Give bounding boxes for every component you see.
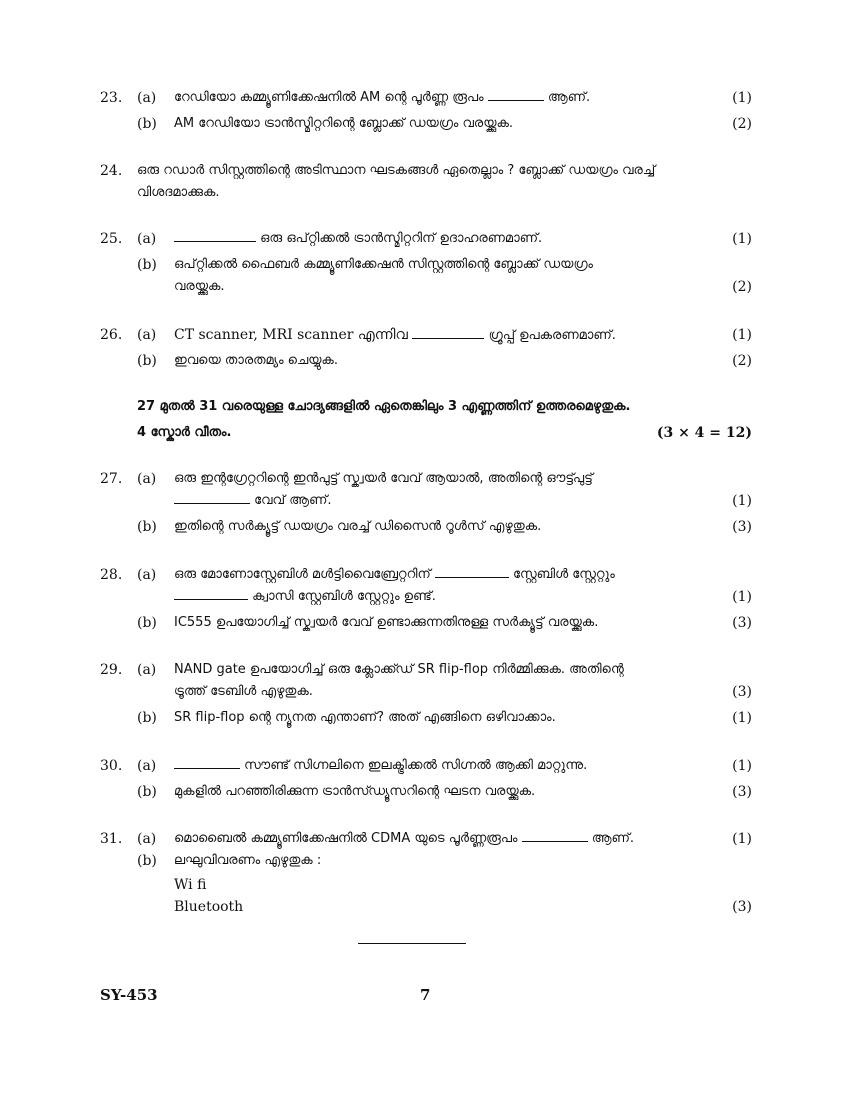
marks: (1) [732,758,752,774]
question-text: ഒരു ഇന്റഗ്രേറ്ററിന്റെ ഇൻപുട്ട് സ്ക്വയർ വേവ് ആയാൽ, അതിന്റെ ഔട്ട്പുട്ട് [174,471,593,486]
question-text: ഒരു റഡാർ സിസ്റ്റത്തിന്റെ അടിസ്ഥാന ഘടകങ്ങൾ ഏതെല്ലാം ? ബ്ലോക്ക് ഡയഗ്രം വരച്ച് [137,163,656,178]
answer-blank [174,491,250,504]
answer-blank [435,565,509,578]
part-label: (a) [137,758,157,774]
question-text: സൗണ്ട് സിഗ്നലിനെ ഇലക്ട്രിക്കൽ സിഗ്നൽ ആക്കി മാറ്റുന്നു. [174,756,714,776]
part-label: (b) [137,853,157,869]
part-label: (b) [137,353,157,369]
marks: (3) [732,784,752,800]
answer-blank [488,88,544,101]
question-text: മുകളിൽ പറഞ്ഞിരിക്കുന്ന ട്രാൻസ്ഡ്യൂസറിന്റെ ഘടന വരയ്ക്കുക. [174,784,536,799]
marks: (3) [732,519,752,535]
question-26 [100,325,752,377]
marks: (1) [732,589,752,605]
marks: (1) [732,327,752,343]
marks: (1) [732,710,752,726]
marks: (3) [732,615,752,631]
part-label: (a) [137,231,157,247]
marks: (1) [732,493,752,509]
answer-blank [174,587,248,600]
question-24 [100,161,752,209]
marks: (1) [732,231,752,247]
question-number: 30. [100,758,123,774]
question-28 [100,565,752,639]
section-instruction [137,397,752,449]
instruction-text: 27 മുതൽ 31 വരെയുള്ള ചോദ്യങ്ങളിൽ ഏതെങ്കിലും 3 എണ്ണത്തിന് ഉത്തരമെഴുതുക. [137,399,631,414]
question-text: ഇതിന്റെ സർക്യൂട്ട് ഡയഗ്രം വരച്ച് ഡിസൈൻ റൂൾസ് എഴുതുക. [174,519,542,534]
list-item: Bluetooth [174,899,244,915]
part-label: (a) [137,831,157,847]
question-text: ഒരു ഒപ്റ്റിക്കൽ ട്രാൻസ്മിറ്ററിന് ഉദാഹരണമാണ്. [174,229,714,249]
part-label: (a) [137,471,157,487]
question-number: 23. [100,90,123,106]
question-31 [100,829,752,923]
question-text: വിശദമാക്കുക. [137,185,220,200]
question-number: 25. [100,231,123,247]
part-label: (b) [137,784,157,800]
part-label: (b) [137,710,157,726]
question-text: IC555 ഉപയോഗിച്ച് സ്ക്വയർ വേവ് ഉണ്ടാക്കുന്നതിനുള്ള സർക്യൂട്ട് വരയ്ക്കുക. [174,615,599,630]
part-label: (a) [137,90,157,106]
answer-blank [174,229,256,242]
question-text: ഒരു മോണോസ്റ്റേബിൾ മൾട്ടിവൈബ്രേറ്ററിന് സ്റ്റേബിൾ സ്റ്റേറ്റും [174,567,615,582]
question-number: 31. [100,831,123,847]
marks: (3) [732,899,752,915]
question-text: ലഘുവിവരണം എഴുതുക : [174,853,322,868]
answer-blank [522,829,588,842]
marks: (2) [732,353,752,369]
part-label: (a) [137,327,157,343]
question-text: മൊബൈൽ കമ്മ്യൂണിക്കേഷനിൽ CDMA യുടെ പൂർണ്ണരൂപം ആണ്. [174,831,635,846]
question-text: റേഡിയോ കമ്മ്യൂണിക്കേഷനിൽ AM ന്റെ പൂർണ്ണ രൂപം ആണ്. [174,90,591,105]
question-25 [100,229,752,303]
question-text: ഒപ്റ്റിക്കൽ ഫൈബർ കമ്മ്യൂണിക്കേഷൻ സിസ്റ്റത്തിന്റെ ബ്ലോക്ക് ഡയഗ്രം [174,257,593,272]
list-item: Wi fi [174,877,207,893]
question-number: 28. [100,567,123,583]
question-text: ക്വാസി സ്റ്റേബിൾ സ്റ്റേറ്റും ഉണ്ട്. [174,587,714,607]
question-text: SR flip-flop ന്റെ ന്യൂനത എന്താണ്? അത് എങ്ങിനെ ഒഴിവാക്കാം. [174,710,556,725]
question-27 [100,469,752,543]
marks: (3) [732,684,752,700]
part-label: (b) [137,519,157,535]
question-text: AM റേഡിയോ ട്രാൻസ്മിറ്ററിന്റെ ബ്ലോക്ക് ഡയഗ്രം വരയ്ക്കുക. [174,116,514,131]
marks: (1) [732,831,752,847]
marks: (2) [732,279,752,295]
part-label: (a) [137,662,157,678]
page-number: 7 [420,986,431,1004]
part-label: (b) [137,116,157,132]
paper-code: SY-453 [100,986,158,1004]
answer-blank [174,756,240,769]
question-30 [100,756,752,808]
question-text: NAND gate ഉപയോഗിച്ച് ഒരു ക്ലോക്ക്ഡ് SR flip-flop നിർമ്മിക്കുക. അതിന്റെ [174,662,624,677]
question-29 [100,660,752,734]
question-number: 27. [100,471,123,487]
marks: (2) [732,116,752,132]
question-23 [100,88,752,140]
question-number: 29. [100,662,123,678]
instruction-text: 4 സ്കോർ വീതം. [137,425,232,440]
question-text: വരയ്ക്കുക. [174,279,225,294]
question-number: 26. [100,327,123,343]
part-label: (b) [137,615,157,631]
end-rule [358,943,466,944]
question-text: ട്രൂത്ത് ടേബിൾ എഴുതുക. [174,684,313,699]
part-label: (b) [137,257,157,273]
question-text: CT scanner, MRI scanner എന്നിവ ഗ്രൂപ്പ് ഉപകരണമാണ്. [174,327,616,343]
question-text: ഇവയെ താരതമ്യം ചെയ്യുക. [174,353,338,368]
question-text: വേവ് ആണ്. [174,491,714,511]
section-marks: (3 × 4 = 12) [656,425,752,441]
marks: (1) [732,90,752,106]
answer-blank [412,326,484,339]
part-label: (a) [137,567,157,583]
question-number: 24. [100,163,123,179]
